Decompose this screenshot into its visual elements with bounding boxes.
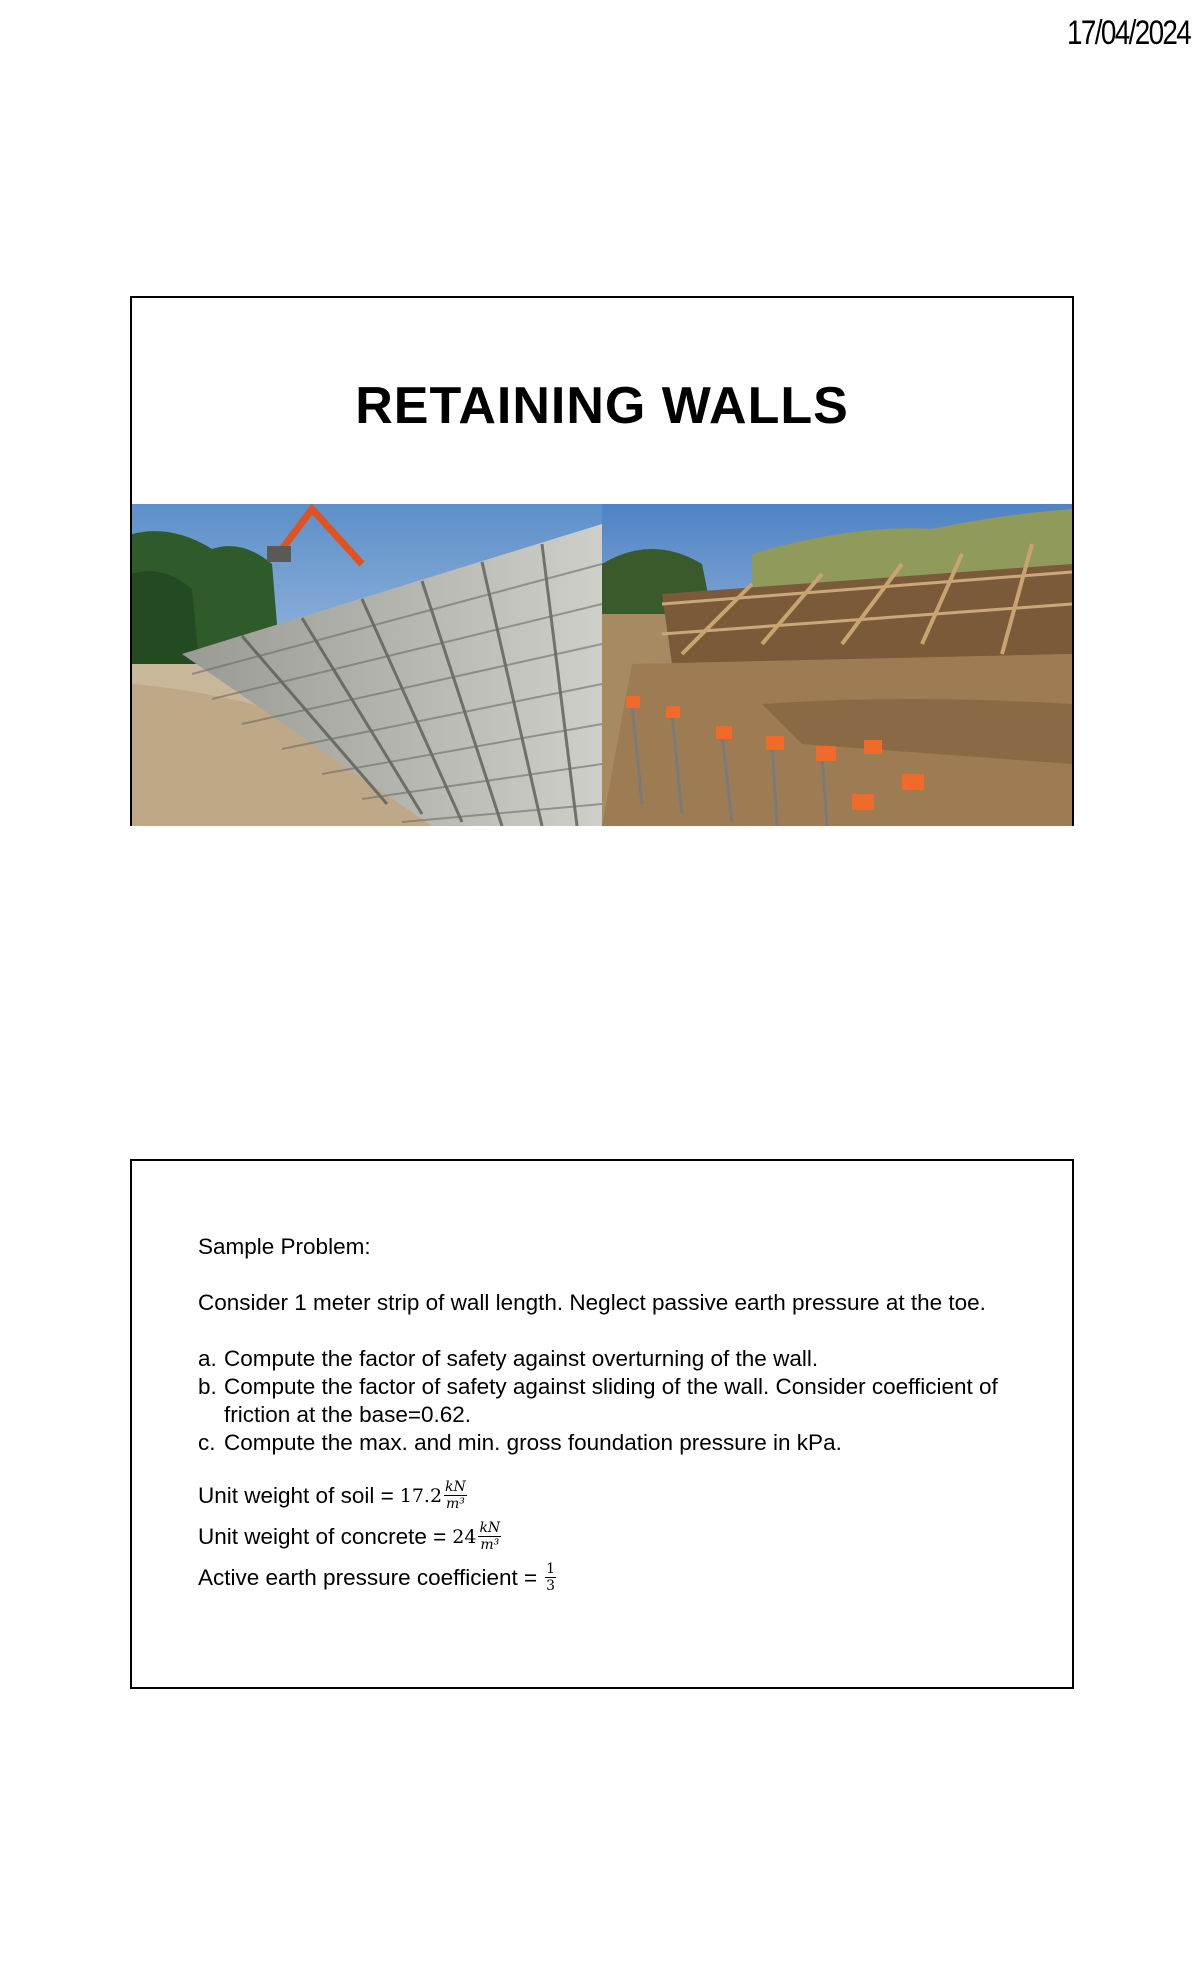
property-value: 17.2 [399, 1484, 443, 1507]
photo-row [132, 504, 1072, 826]
list-text: Compute the factor of safety against sliding of the wall. Consider coefficient of friction at the base=0.62. [224, 1374, 998, 1427]
slide-title: RETAINING WALLS [355, 377, 849, 435]
property-label: Unit weight of concrete = [198, 1523, 447, 1549]
property-value: 24 [452, 1525, 477, 1548]
page-date: 17/04/2024 [1066, 14, 1190, 52]
unit-denominator: m³ [445, 1496, 465, 1512]
list-marker: a. [198, 1346, 217, 1371]
unit-numerator: kN [445, 1479, 466, 1495]
list-item [198, 1373, 1032, 1429]
problem-statement [198, 1233, 1032, 1598]
list-marker: c. [198, 1430, 216, 1455]
property-label: Unit weight of soil = [198, 1482, 394, 1508]
problem-intro: Consider 1 meter strip of wall length. Neglect passive earth pressure at the toe. [198, 1290, 986, 1315]
slide-sample-problem [130, 1159, 1074, 1689]
crib-retaining-wall-photo [132, 504, 602, 826]
list-item [198, 1429, 1032, 1457]
fraction-denominator: 3 [546, 1578, 556, 1594]
property-active-earth-pressure-coefficient [198, 1557, 1032, 1598]
property-soil-unit-weight [198, 1475, 1032, 1516]
list-text: Compute the factor of safety against overturning of the wall. [224, 1346, 819, 1371]
fraction-numerator: 1 [546, 1561, 556, 1577]
unit-numerator: kN [479, 1520, 501, 1536]
retaining-wall-formwork-construction-photo [602, 504, 1072, 826]
problem-heading: Sample Problem: [198, 1234, 371, 1259]
list-marker: b. [198, 1374, 217, 1399]
property-concrete-unit-weight [198, 1516, 1032, 1557]
list-text: Compute the max. and min. gross foundation pressure in kPa. [224, 1430, 842, 1455]
unit-denominator: m³ [480, 1537, 500, 1553]
slide-retaining-walls [130, 296, 1074, 826]
list-item [198, 1345, 1032, 1373]
property-label: Active earth pressure coefficient = [198, 1564, 538, 1590]
